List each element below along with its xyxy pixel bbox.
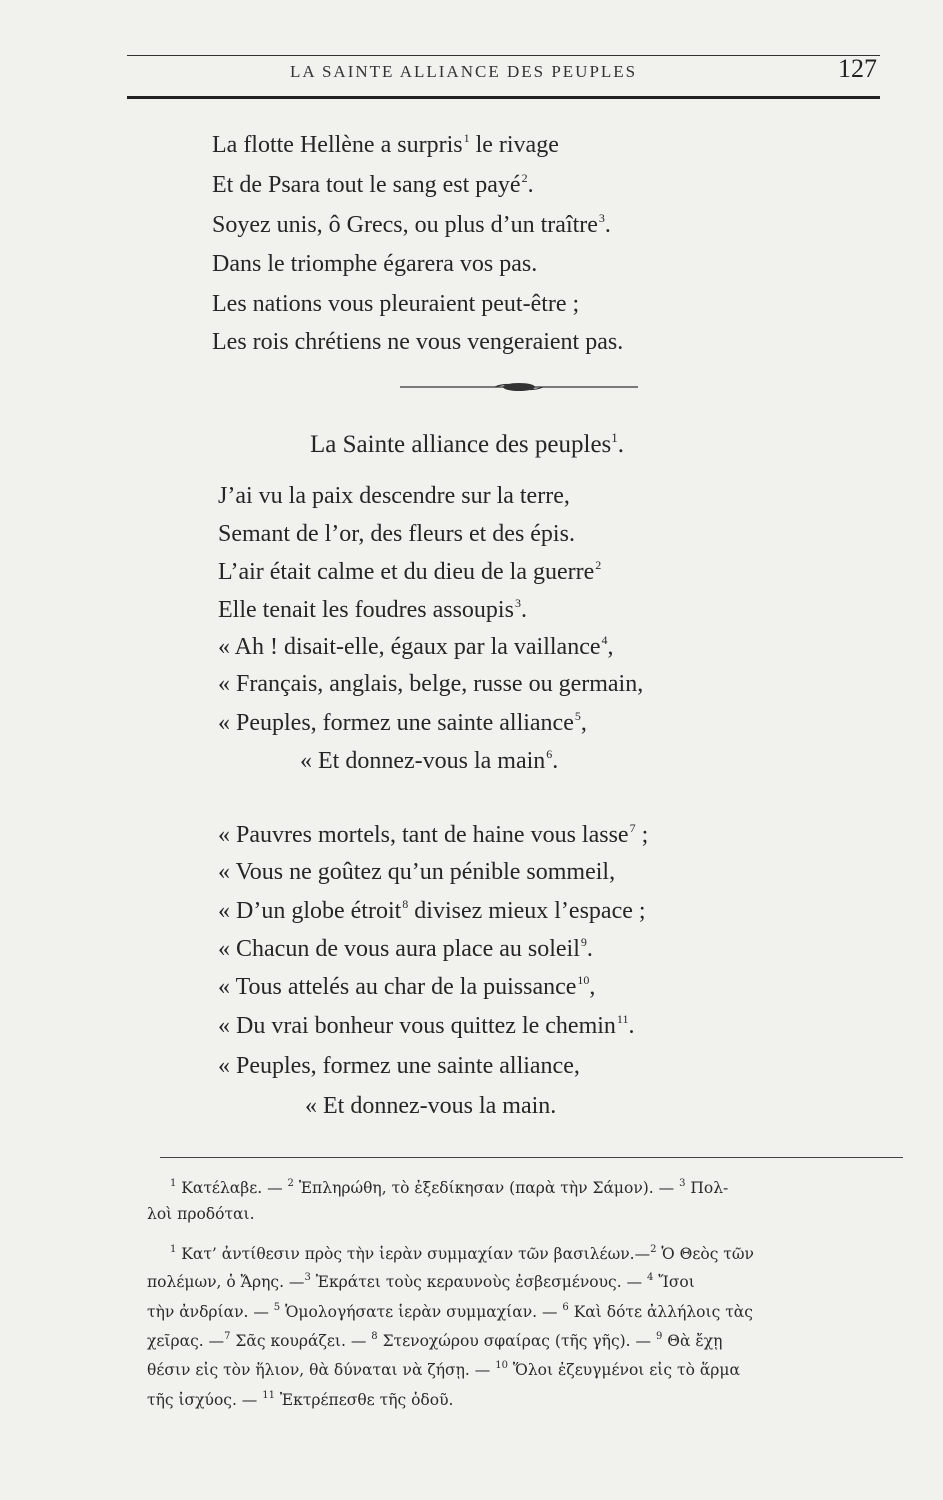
footnote-ref: 5 xyxy=(574,709,581,723)
footnote-ref: 6 xyxy=(546,747,553,761)
verse-text: Elle tenait les foudres assoupis xyxy=(218,597,514,623)
verse-tail: . xyxy=(527,172,534,198)
footnote-text: Καὶ δότε ἀλλήλοις τὰς xyxy=(568,1303,753,1321)
verse-text: Soyez unis, ô Grecs, ou plus d’un traître xyxy=(212,212,598,238)
header-top-rule xyxy=(127,55,880,56)
verse-line xyxy=(212,329,623,356)
footnote-line xyxy=(147,1360,740,1379)
verse-line xyxy=(218,709,587,737)
verse-line xyxy=(218,521,575,548)
footnote-text: Ὁμολογήσατε ἱερὰν συμμαχίαν. — xyxy=(280,1303,563,1321)
footnote-ref: 2 xyxy=(521,171,528,185)
footnote-number: 3 xyxy=(679,1178,686,1189)
footnote-number: 8 xyxy=(371,1331,378,1342)
verse-tail: ; xyxy=(635,822,649,848)
footnote-ref: 2 xyxy=(595,558,602,572)
footnote-ref: 3 xyxy=(598,211,605,225)
footnote-ref: 10 xyxy=(577,973,590,987)
footnote-line xyxy=(170,1244,754,1263)
verse-text: « Ah ! disait-elle, égaux par la vaillance xyxy=(218,634,601,660)
verse-line xyxy=(212,211,611,239)
verse-line xyxy=(212,171,534,199)
verse-tail: , xyxy=(607,634,614,660)
verse-line xyxy=(212,251,537,278)
footnote-number: 2 xyxy=(287,1178,294,1189)
verse-text: « Du vrai bonheur vous quittez le chemin xyxy=(218,1013,616,1039)
footnote-text: Κατ’ ἀντίθεσιν πρὸς τὴν ἱερὰν συμμαχίαν τῶν βασιλέων.— xyxy=(176,1245,651,1263)
verse-line xyxy=(218,821,648,849)
footnote-text: Πολ- xyxy=(685,1179,729,1197)
verse-tail: . xyxy=(520,597,527,623)
verse-tail: . xyxy=(604,212,611,238)
footnote-number: 7 xyxy=(224,1331,231,1342)
verse-text: Dans le triomphe égarera vos pas. xyxy=(212,251,538,277)
footnote-line xyxy=(147,1390,453,1409)
footnote-number: 10 xyxy=(495,1360,508,1371)
verse-line xyxy=(305,1093,556,1120)
verse-tail: , xyxy=(589,974,596,1000)
verse-text: « Chacun de vous aura place au soleil xyxy=(218,936,580,962)
footnote-line xyxy=(147,1302,753,1321)
song-title-text: La Sainte alliance des peuples xyxy=(310,431,612,458)
footnote-line xyxy=(147,1272,695,1291)
verse-line xyxy=(218,671,643,698)
footnote-ref: 1 xyxy=(463,131,470,145)
verse-tail: . xyxy=(628,1013,635,1039)
verse-text: « Peuples, formez une sainte alliance, xyxy=(218,1053,580,1079)
footnote-number: 9 xyxy=(655,1331,663,1342)
footnote-line xyxy=(147,1205,255,1223)
verse-text: « Peuples, formez une sainte alliance xyxy=(218,710,574,736)
verse-text: « Et donnez-vous la main xyxy=(300,748,546,774)
footnote-number: 1 xyxy=(170,1244,177,1255)
footnote-ref: 7 xyxy=(629,821,636,835)
song-title-note: 1 xyxy=(611,430,618,445)
ornament-divider xyxy=(400,380,638,394)
verse-line xyxy=(218,483,570,510)
footnote-text: πολέμων, ὁ Ἄρης. — xyxy=(147,1273,305,1291)
footnote-ref: 11 xyxy=(616,1012,629,1026)
footnote-text: Θὰ ἔχῃ xyxy=(662,1332,723,1350)
footnote-line xyxy=(147,1331,722,1350)
verse-text: « Tous attelés au char de la puissance xyxy=(218,974,577,1000)
verse-line xyxy=(218,935,593,963)
verse-tail: . xyxy=(552,748,559,774)
header-bottom-rule xyxy=(127,96,880,99)
footnote-text: Ἐκτρέπεσθε τῆς ὁδοῦ. xyxy=(274,1391,454,1409)
footnote-text: Σᾶς κουράζει. — xyxy=(230,1332,372,1350)
footnote-ref: 9 xyxy=(580,935,587,949)
footnote-number: 2 xyxy=(650,1244,657,1255)
footnote-text: χεῖρας. — xyxy=(147,1332,225,1350)
verse-line xyxy=(218,596,527,624)
verse-line xyxy=(212,131,559,159)
footnote-ref: 3 xyxy=(514,596,521,610)
verse-tail: le rivage xyxy=(469,132,559,158)
verse-text: Les nations vous pleuraient peut-être ; xyxy=(212,291,580,317)
verse-text: J’ai vu la paix descendre sur la terre, xyxy=(218,483,570,509)
footnote-number: 4 xyxy=(647,1272,654,1283)
footnote-ref: 4 xyxy=(601,633,608,647)
footnote-text: Ὅλοι ἐζευγμένοι εἰς τὸ ἅρμα xyxy=(507,1361,740,1379)
verse-text: « Français, anglais, belge, russe ou germain, xyxy=(218,671,644,697)
footnote-text: Ἐκράτει τοὺς κεραυνοὺς ἐσβεσμένους. — xyxy=(310,1273,647,1291)
verse-text: « D’un globe étroit xyxy=(218,898,402,924)
footnote-rule xyxy=(160,1157,903,1158)
footnote-text: τὴν ἀνδρίαν. — xyxy=(147,1303,274,1321)
footnote-text: τῆς ἰσχύος. — xyxy=(147,1391,263,1409)
footnote-text: Ὁ Θεὸς τῶν xyxy=(656,1245,754,1263)
verse-tail: , xyxy=(580,710,587,736)
footnote-text: Ἐπληρώθη, τὸ ἐξεδίκησαν (παρὰ τὴν Σάμον). — xyxy=(293,1179,680,1197)
verse-tail: . xyxy=(586,936,593,962)
footnote-number: 11 xyxy=(262,1390,275,1401)
song-title-tail: . xyxy=(617,431,625,458)
verse-line xyxy=(218,558,601,586)
verse-text: La flotte Hellène a surpris xyxy=(212,132,463,158)
footnote-line xyxy=(170,1178,728,1197)
verse-tail: divisez mieux l’espace ; xyxy=(408,898,646,924)
footnote-text: λοὶ προδόται. xyxy=(147,1205,255,1223)
verse-text: Semant de l’or, des fleurs et des épis. xyxy=(218,521,575,547)
running-head: LA SAINTE ALLIANCE DES PEUPLES xyxy=(290,62,638,81)
page-number: 127 xyxy=(838,54,877,83)
footnote-ref: 8 xyxy=(402,897,409,911)
verse-line xyxy=(218,897,646,925)
verse-line xyxy=(218,973,595,1001)
verse-line xyxy=(218,859,615,886)
verse-text: Et de Psara tout le sang est payé xyxy=(212,172,521,198)
footnote-number: 6 xyxy=(562,1302,569,1313)
footnote-number: 3 xyxy=(304,1272,311,1283)
verse-text: « Vous ne goûtez qu’un pénible sommeil, xyxy=(218,859,616,885)
song-title xyxy=(310,430,624,459)
footnote-text: Ἴσοι xyxy=(653,1273,695,1291)
verse-line xyxy=(300,747,558,775)
verse-text: « Et donnez-vous la main. xyxy=(305,1093,557,1119)
verse-line xyxy=(218,1012,634,1040)
footnote-number: 1 xyxy=(170,1178,177,1189)
footnote-text: Κατέλαβε. — xyxy=(176,1179,288,1197)
verse-text: Les rois chrétiens ne vous vengeraient pas. xyxy=(212,329,624,355)
verse-line xyxy=(218,633,614,661)
footnote-text: Στενοχώρου σφαίρας (τῆς γῆς). — xyxy=(377,1332,656,1350)
footnote-text: θέσιν εἰς τὸν ἥλιον, θὰ δύναται νὰ ζήσῃ. — xyxy=(147,1361,496,1379)
verse-line xyxy=(218,1053,580,1080)
verse-text: L’air était calme et du dieu de la guerre xyxy=(218,559,595,585)
verse-line xyxy=(212,291,579,318)
verse-text: « Pauvres mortels, tant de haine vous lasse xyxy=(218,822,629,848)
footnote-number: 5 xyxy=(273,1302,281,1313)
